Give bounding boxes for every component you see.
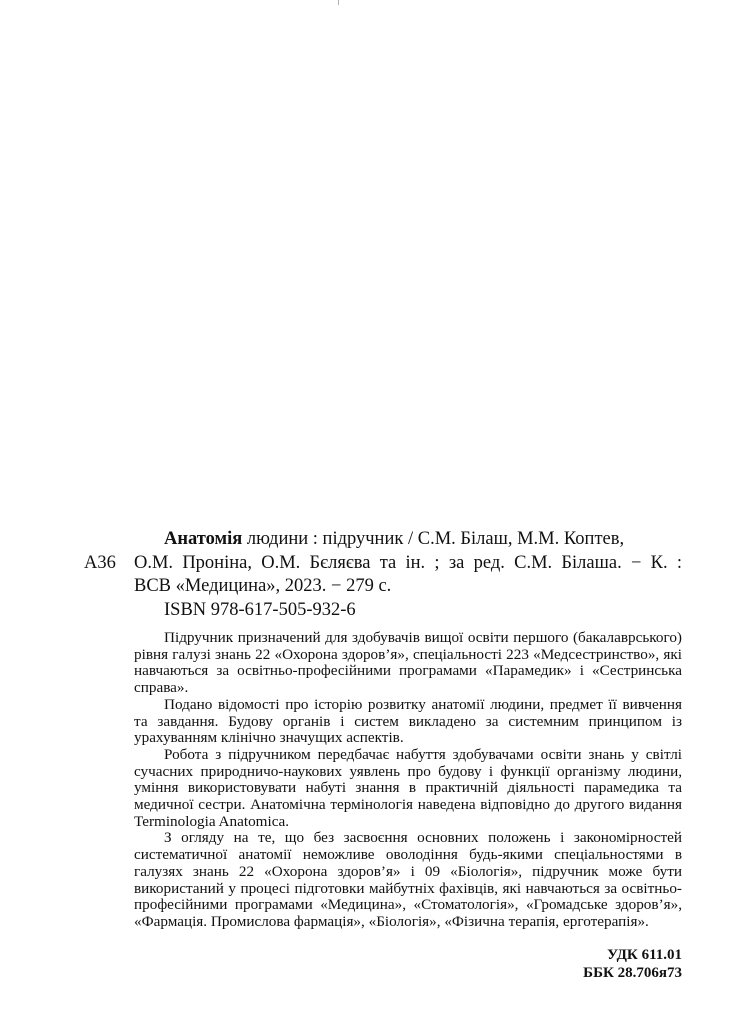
biblio-line-1 [134,528,682,552]
classification-codes [583,946,682,982]
bibliographic-record [134,528,682,622]
biblio-title-rest: людини : підручник / С.М. Білаш, М.М. Коптев, [242,529,625,549]
biblio-line-2: О.М. Проніна, О.М. Бєляєва та ін. ; за ред. С.М. Білаша. − К. : [134,552,682,573]
page-top-mark [338,0,339,5]
annotation-paragraph: Підручник призначений для здобувачів вищої освіти першого (бакалаврського) рівня галузі знань 22 «Охорона здоров’я», спеціальності 223 «Медсестринство», які навчаються за освітньо-професійними програмами «Парамедик» і «Сестринська справа». [134,629,682,697]
annotation [134,630,682,931]
isbn: ISBN 978-617-505-932-6 [164,599,356,620]
annotation-paragraph: Подано відомості про історію розвитку анатомії людини, предмет її вивчення та завдання. Будову органів і систем викладено за системним принципом із урахуванням клінічно значущих аспектів. [134,695,682,747]
annotation-paragraph: З огляду на те, що без засвоєння основних положень і закономірностей систематичної анатомії неможливе оволодіння будь-якими спеціальностями в галузях знань 22 «Охорона здоров’я» і 09 «Біологія», підручник може бути використаний у процесі підготовки майбутніх фахівців, які навчаються за освітньо-професійними програмами «Медицина», «Стоматологія», «Громадське здоров’я», «Фармація. Промислова фармація», «Біологія», «Фізична терапія, ерготерапія». [134,829,682,930]
bbk-code: ББК 28.706я73 [583,965,682,981]
biblio-title: Анатомія [164,529,243,549]
annotation-paragraph: Робота з підручником передбачає набуття здобувачами освіти знань у світлі сучасних природничо-наукових уявлень про будову і функції організму людини, уміння використовувати набуті знання в практичній діяльності парамедика та медичної сестри. Анатомічна термінологія наведена відповідно до другого видання Terminologia Anatomica. [134,745,682,830]
author-cipher: А36 [84,553,116,573]
udk-code: УДК 611.01 [607,947,682,963]
biblio-line-3: ВСВ «Медицина», 2023. − 279 с. [134,576,392,596]
